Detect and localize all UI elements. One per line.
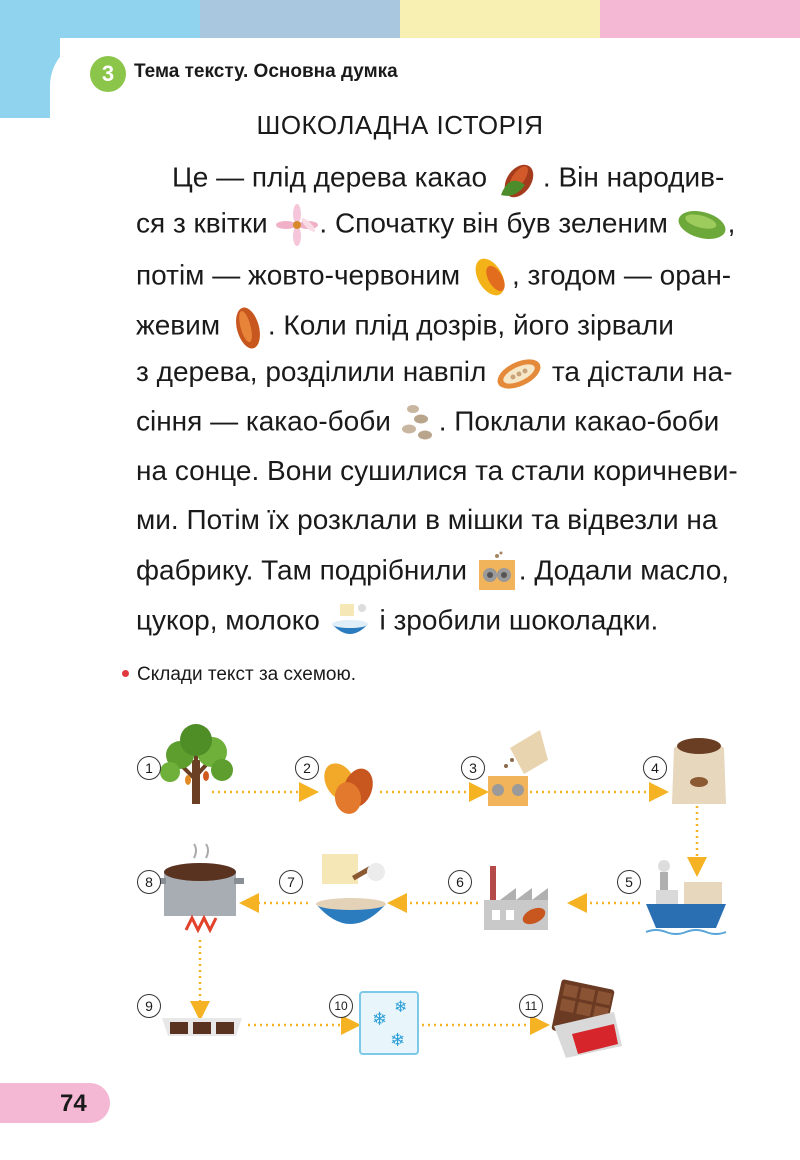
step-number-7: 7 bbox=[279, 870, 303, 894]
header-stripe-grey-blue bbox=[200, 0, 400, 38]
story-line-5: з дерева, розділили навпіл та дістали на- bbox=[136, 352, 726, 392]
step-number-9: 9 bbox=[137, 994, 161, 1018]
step-number-3: 3 bbox=[461, 756, 485, 780]
story-line-10: цукор, молоко і зробили шоколадки. bbox=[136, 600, 726, 640]
step-number-5: 5 bbox=[617, 870, 641, 894]
header-stripe-pink bbox=[600, 0, 800, 38]
chocolate-bar-icon bbox=[551, 979, 622, 1058]
story-line-7: на сонце. Вони сушилися та стали коричневи- bbox=[136, 455, 738, 486]
task-title: Тема тексту. Основна думка bbox=[134, 61, 398, 82]
beans-icon bbox=[399, 401, 439, 445]
bean-sack-icon bbox=[672, 738, 726, 804]
story-title: ШОКОЛАДНА ІСТОРІЯ bbox=[256, 110, 544, 140]
page-number: 74 bbox=[60, 1090, 87, 1117]
header-color-bar bbox=[0, 0, 800, 38]
flower-icon bbox=[275, 203, 319, 247]
yellow-pod-icon bbox=[468, 253, 512, 301]
svg-text:❄: ❄ bbox=[372, 1009, 388, 1030]
step-number-11: 11 bbox=[519, 994, 543, 1018]
step-number-4: 4 bbox=[643, 756, 667, 780]
cooking-pot-icon bbox=[156, 844, 244, 930]
freezer-icon bbox=[360, 992, 418, 1054]
green-pod-icon bbox=[676, 205, 728, 245]
factory-icon bbox=[484, 866, 548, 930]
halved-pod-icon bbox=[494, 356, 544, 392]
header-stripe-yellow bbox=[400, 0, 600, 38]
scheme-arrows bbox=[200, 792, 697, 1025]
ingredients-bowl-icon bbox=[316, 854, 386, 924]
cocoa-tree-icon bbox=[160, 724, 233, 804]
page-number-tab bbox=[0, 1083, 110, 1123]
process-scheme bbox=[0, 700, 800, 1060]
orange-pod-icon bbox=[228, 302, 268, 352]
step-number-6: 6 bbox=[448, 870, 472, 894]
story-line-1: Це — плід дерева какао . Він народив- bbox=[172, 155, 726, 195]
grinder-icon bbox=[475, 550, 519, 594]
story-line-8: ми. Потім їх розклали в мішки та відвезли на bbox=[136, 504, 718, 535]
step-number-10: 10 bbox=[329, 994, 353, 1018]
task-hint: Склади текст за схемою. bbox=[122, 664, 356, 686]
bullet-dot bbox=[122, 670, 129, 677]
cargo-ship-icon bbox=[646, 860, 726, 934]
svg-text:❄: ❄ bbox=[390, 1030, 406, 1051]
cocoa-pod-icon bbox=[495, 155, 543, 203]
step-number-8: 8 bbox=[137, 870, 161, 894]
story-line-3: потім — жовто-червоним , згодом — оран- bbox=[136, 253, 726, 293]
story-line-4: жевим . Коли плід дозрів, його зірвали bbox=[136, 302, 726, 342]
step-number-1: 1 bbox=[137, 756, 161, 780]
story-line-2: ся з квітки . Спочатку він був зеленим , bbox=[136, 203, 726, 243]
milk-bowl-icon bbox=[328, 600, 372, 644]
story-line-9: фабрику. Там подрібнили . Додали масло, bbox=[136, 550, 726, 590]
grinder-sack-icon bbox=[488, 730, 548, 806]
step-number-2: 2 bbox=[295, 756, 319, 780]
chocolate-mold-icon bbox=[162, 1018, 242, 1036]
cocoa-pods-icon bbox=[318, 758, 378, 816]
story-line-6: сіння — какао-боби . Поклали какао-боби bbox=[136, 401, 726, 441]
svg-text:❄: ❄ bbox=[394, 997, 408, 1016]
task-number-badge: 3 bbox=[90, 56, 126, 92]
